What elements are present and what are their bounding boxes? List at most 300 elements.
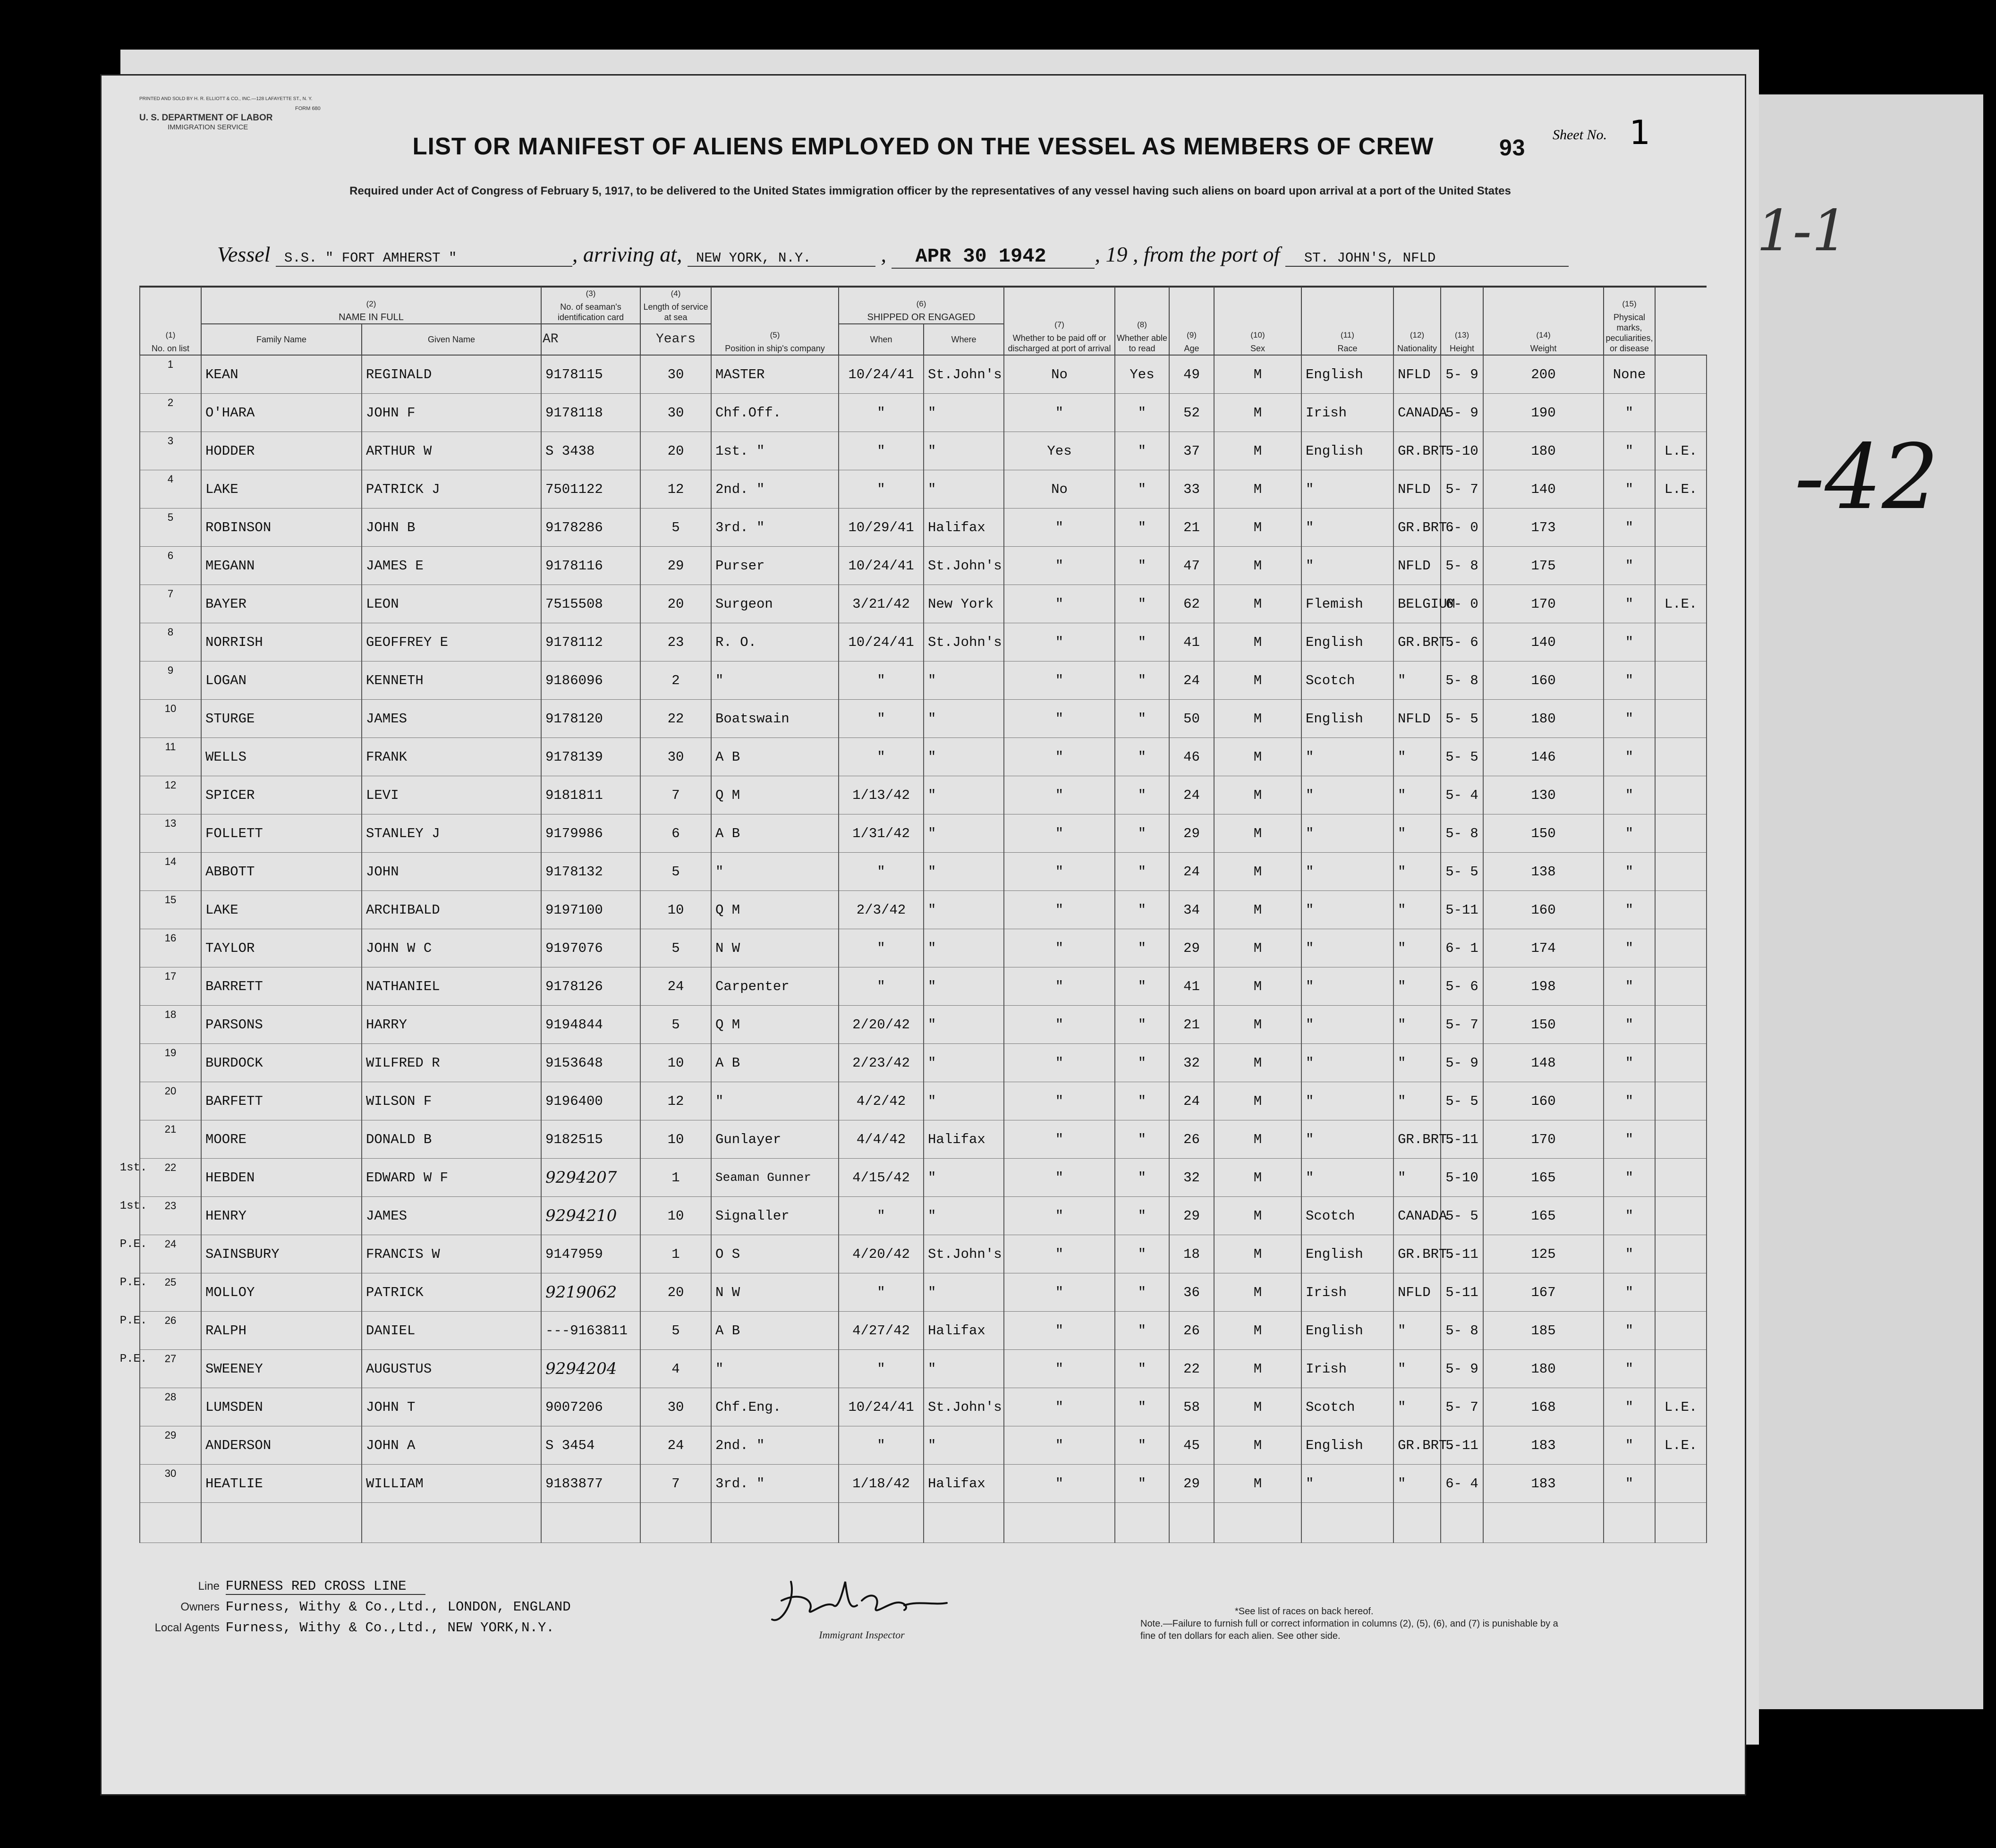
able-to-read: " <box>1115 509 1169 547</box>
row-number: 2 <box>167 397 174 408</box>
age: 29 <box>1169 814 1214 853</box>
paid-off: " <box>1004 738 1115 776</box>
paid-off: " <box>1004 1082 1115 1120</box>
card-number: 9197076 <box>541 929 640 967</box>
height: 5-11 <box>1441 891 1483 929</box>
paid-off: No <box>1004 355 1115 394</box>
weight: 168 <box>1483 1388 1604 1426</box>
sex: M <box>1214 738 1301 776</box>
age: 62 <box>1169 585 1214 623</box>
card-number: 9178112 <box>541 623 640 661</box>
row-number-cell <box>140 509 201 547</box>
table-row <box>140 1273 1707 1312</box>
given-name: JOHN <box>362 853 541 891</box>
position: Chf.Eng. <box>711 1388 839 1426</box>
age: 52 <box>1169 394 1214 432</box>
age: 21 <box>1169 1006 1214 1044</box>
card-number: 9147959 <box>541 1235 640 1273</box>
row-number-cell <box>140 355 201 394</box>
card-number: 9183877 <box>541 1465 640 1503</box>
row-number: 11 <box>165 741 176 753</box>
table-row <box>140 1312 1707 1350</box>
table-row <box>140 1235 1707 1273</box>
blank-cell <box>1655 1503 1707 1543</box>
extra-note <box>1655 1006 1707 1044</box>
weight: 170 <box>1483 1120 1604 1159</box>
age: 18 <box>1169 1235 1214 1273</box>
row-number: 30 <box>164 1467 177 1479</box>
given-name: REGINALD <box>362 355 541 394</box>
age: 46 <box>1169 738 1214 776</box>
card-number: 9181811 <box>541 776 640 814</box>
service-years: 10 <box>640 891 711 929</box>
footer-block <box>139 1576 571 1638</box>
service-years: 22 <box>640 700 711 738</box>
sex: M <box>1214 1465 1301 1503</box>
sex: M <box>1214 432 1301 470</box>
family-name: BURDOCK <box>201 1044 362 1082</box>
given-name: AUGUSTUS <box>362 1350 541 1388</box>
weight: 165 <box>1483 1197 1604 1235</box>
weight: 183 <box>1483 1465 1604 1503</box>
row-number-cell <box>140 585 201 623</box>
position: Seaman Gunner <box>711 1159 839 1197</box>
extra-note <box>1655 1197 1707 1235</box>
weight: 160 <box>1483 1082 1604 1120</box>
shipped-when: 4/27/42 <box>839 1312 924 1350</box>
paid-off: " <box>1004 1465 1115 1503</box>
row-number-cell <box>140 1044 201 1082</box>
table-row <box>140 891 1707 929</box>
sex: M <box>1214 814 1301 853</box>
sex: M <box>1214 1235 1301 1273</box>
able-to-read: " <box>1115 661 1169 700</box>
age: 24 <box>1169 776 1214 814</box>
position: 1st. " <box>711 432 839 470</box>
title-text: LIST OR MANIFEST OF ALIENS EMPLOYED ON THE VESSEL AS MEMBERS OF CREW <box>412 133 1434 160</box>
service-years: 1 <box>640 1159 711 1197</box>
nationality: " <box>1393 853 1441 891</box>
form-number: FORM 680 <box>295 106 321 111</box>
race: English <box>1301 623 1393 661</box>
family-name: FOLLETT <box>201 814 362 853</box>
shipped-where: New York <box>924 585 1004 623</box>
position: " <box>711 1082 839 1120</box>
row-number-cell <box>140 1120 201 1159</box>
family-name: MOORE <box>201 1120 362 1159</box>
service-years: 5 <box>640 509 711 547</box>
weight: 125 <box>1483 1235 1604 1273</box>
height: 5- 4 <box>1441 776 1483 814</box>
blank-cell <box>640 1503 711 1543</box>
line-row <box>139 1576 571 1597</box>
position: Gunlayer <box>711 1120 839 1159</box>
able-to-read: " <box>1115 547 1169 585</box>
blank-row <box>140 1503 1707 1543</box>
physical-marks: " <box>1604 1465 1655 1503</box>
card-number: 9219062 <box>541 1273 640 1312</box>
shipped-when: 4/15/42 <box>839 1159 924 1197</box>
extra-note: L.E. <box>1655 470 1707 509</box>
form-header-left <box>139 94 321 132</box>
shipped-when: 2/23/42 <box>839 1044 924 1082</box>
sex: M <box>1214 1273 1301 1312</box>
able-to-read: " <box>1115 1350 1169 1388</box>
shipped-where: " <box>924 1350 1004 1388</box>
height: 5- 6 <box>1441 623 1483 661</box>
service-years: 5 <box>640 1312 711 1350</box>
row-prefix: P.E. <box>119 1353 147 1365</box>
weight: 160 <box>1483 661 1604 700</box>
race: English <box>1301 1235 1393 1273</box>
table-row <box>140 661 1707 700</box>
row-number: 14 <box>164 856 177 867</box>
service-years: 20 <box>640 432 711 470</box>
given-name: JOHN B <box>362 509 541 547</box>
nationality: GR.BRT. <box>1393 1235 1441 1273</box>
sex: M <box>1214 1082 1301 1120</box>
col-service-header: (4) Length of service at sea <box>640 287 711 324</box>
family-name: MEGANN <box>201 547 362 585</box>
able-to-read: " <box>1115 1006 1169 1044</box>
extra-note: L.E. <box>1655 1426 1707 1465</box>
shipped-when: 3/21/42 <box>839 585 924 623</box>
race: Irish <box>1301 1273 1393 1312</box>
able-to-read: " <box>1115 432 1169 470</box>
nationality: NFLD <box>1393 470 1441 509</box>
able-to-read: " <box>1115 891 1169 929</box>
height: 5-10 <box>1441 1159 1483 1197</box>
row-number-cell <box>140 432 201 470</box>
extra-note <box>1655 1120 1707 1159</box>
given-name: WILLIAM <box>362 1465 541 1503</box>
row-number-cell <box>140 776 201 814</box>
row-number: 25 <box>164 1276 177 1288</box>
service-years: 24 <box>640 967 711 1006</box>
service-years: 6 <box>640 814 711 853</box>
position: 3rd. " <box>711 1465 839 1503</box>
shipped-where: " <box>924 1082 1004 1120</box>
from-port: ST. JOHN'S, NFLD <box>1285 250 1569 267</box>
age: 34 <box>1169 891 1214 929</box>
age: 24 <box>1169 661 1214 700</box>
card-number: 9196400 <box>541 1082 640 1120</box>
height: 5-11 <box>1441 1426 1483 1465</box>
physical-marks: " <box>1604 470 1655 509</box>
when-header: When <box>839 324 924 355</box>
separator: , <box>881 242 886 266</box>
sex: M <box>1214 547 1301 585</box>
paid-off: " <box>1004 1426 1115 1465</box>
position: MASTER <box>711 355 839 394</box>
blank-cell <box>541 1503 640 1543</box>
paid-off: " <box>1004 1197 1115 1235</box>
shipped-where: " <box>924 470 1004 509</box>
col-position-header: (5) Position in ship's company <box>711 287 839 355</box>
row-number: 27 <box>164 1353 177 1365</box>
sex: M <box>1214 585 1301 623</box>
physical-marks: " <box>1604 1388 1655 1426</box>
race: " <box>1301 929 1393 967</box>
race: " <box>1301 1082 1393 1120</box>
shipped-when: 10/24/41 <box>839 1388 924 1426</box>
row-number: 8 <box>167 626 174 638</box>
blank-cell <box>1169 1503 1214 1543</box>
service-years: 5 <box>640 929 711 967</box>
age: 29 <box>1169 929 1214 967</box>
inspector-label: Immigrant Inspector <box>819 1629 905 1641</box>
row-number: 16 <box>164 932 177 944</box>
paid-off: " <box>1004 700 1115 738</box>
col-race-header: (11) Race <box>1301 287 1393 355</box>
height: 5- 6 <box>1441 967 1483 1006</box>
row-number: 20 <box>164 1085 177 1097</box>
blank-cell <box>1115 1503 1169 1543</box>
crew-manifest-table <box>119 286 1707 1543</box>
vessel-label: Vessel <box>217 242 271 266</box>
height: 6- 1 <box>1441 929 1483 967</box>
height: 5- 9 <box>1441 355 1483 394</box>
row-number: 22 <box>164 1161 177 1173</box>
family-name: SWEENEY <box>201 1350 362 1388</box>
extra-note <box>1655 1312 1707 1350</box>
card-number: 9186096 <box>541 661 640 700</box>
family-name: BAYER <box>201 585 362 623</box>
nationality: " <box>1393 1388 1441 1426</box>
table-row <box>140 1006 1707 1044</box>
row-number: 4 <box>167 473 174 485</box>
sex: M <box>1214 394 1301 432</box>
extra-note <box>1655 1159 1707 1197</box>
shipped-where: " <box>924 814 1004 853</box>
weight: 167 <box>1483 1273 1604 1312</box>
service-years: 30 <box>640 1388 711 1426</box>
manifest-subtitle: Required under Act of Congress of February 5, 1917, to be delivered to the United States immigration officer by the representatives of any vessel having such aliens on board upon arrival at a port of the United States <box>349 185 1511 197</box>
col-paid-header: (7) Whether to be paid off or discharged at port of arrival <box>1004 287 1115 355</box>
height: 5- 9 <box>1441 1044 1483 1082</box>
sex: M <box>1214 853 1301 891</box>
extra-note <box>1655 355 1707 394</box>
physical-marks: " <box>1604 1120 1655 1159</box>
family-name: RALPH <box>201 1312 362 1350</box>
line-label: Line <box>198 1580 220 1593</box>
race: Scotch <box>1301 661 1393 700</box>
arrival-date-stamp: APR 30 1942 <box>915 245 1046 268</box>
manifest-title <box>102 132 1745 160</box>
col-sex-header: (10) Sex <box>1214 287 1301 355</box>
able-to-read: " <box>1115 814 1169 853</box>
physical-marks: " <box>1604 432 1655 470</box>
given-name: LEVI <box>362 776 541 814</box>
given-name: WILFRED R <box>362 1044 541 1082</box>
weight: 165 <box>1483 1159 1604 1197</box>
position: Boatswain <box>711 700 839 738</box>
blank-cell <box>1004 1503 1115 1543</box>
row-number: 26 <box>164 1314 177 1326</box>
family-name: TAYLOR <box>201 929 362 967</box>
service-years: 5 <box>640 853 711 891</box>
extra-note <box>1655 929 1707 967</box>
shipped-when: " <box>839 432 924 470</box>
row-number: 5 <box>167 511 174 523</box>
sex: M <box>1214 661 1301 700</box>
weight: 180 <box>1483 432 1604 470</box>
col-extra-header <box>1655 287 1707 355</box>
printer-line: PRINTED AND SOLD BY H. R. ELLIOTT & CO., INC.—128 LAFAYETTE ST., N. Y. <box>139 96 313 102</box>
able-to-read: " <box>1115 623 1169 661</box>
row-number-cell <box>140 738 201 776</box>
sex: M <box>1214 929 1301 967</box>
year-label: , 19 <box>1095 242 1128 266</box>
shipped-where: St.John's <box>924 547 1004 585</box>
given-name: WILSON F <box>362 1082 541 1120</box>
card-number: S 3438 <box>541 432 640 470</box>
extra-note <box>1655 661 1707 700</box>
given-name: ARCHIBALD <box>362 891 541 929</box>
shipped-where: " <box>924 1159 1004 1197</box>
position: Q M <box>711 776 839 814</box>
right-margin-number: -42 <box>1794 425 1939 529</box>
family-name: ROBINSON <box>201 509 362 547</box>
arriving-label: , arriving at, <box>572 242 682 266</box>
physical-marks: " <box>1604 1426 1655 1465</box>
able-to-read: " <box>1115 1426 1169 1465</box>
height: 5-11 <box>1441 1235 1483 1273</box>
footer-notes <box>1140 1605 1565 1642</box>
blank-cell <box>1604 1503 1655 1543</box>
right-margin-mark: 1-1 <box>1757 198 1848 264</box>
row-number: 7 <box>167 588 174 600</box>
paid-off: " <box>1004 1159 1115 1197</box>
physical-marks: " <box>1604 585 1655 623</box>
service-years: 2 <box>640 661 711 700</box>
given-name: JAMES E <box>362 547 541 585</box>
table-row <box>140 547 1707 585</box>
given-name: DANIEL <box>362 1312 541 1350</box>
given-name: JAMES <box>362 1197 541 1235</box>
paid-off: " <box>1004 929 1115 967</box>
agents-row <box>139 1618 571 1638</box>
card-number: 9194844 <box>541 1006 640 1044</box>
shipped-where: Halifax <box>924 1120 1004 1159</box>
shipped-when: " <box>839 1273 924 1312</box>
sex: M <box>1214 967 1301 1006</box>
shipped-when: 1/13/42 <box>839 776 924 814</box>
shipped-where: " <box>924 1197 1004 1235</box>
sex: M <box>1214 776 1301 814</box>
family-name: ANDERSON <box>201 1426 362 1465</box>
family-name: NORRISH <box>201 623 362 661</box>
table-row <box>140 853 1707 891</box>
extra-note: L.E. <box>1655 585 1707 623</box>
family-name: SPICER <box>201 776 362 814</box>
extra-note <box>1655 814 1707 853</box>
row-number: 23 <box>164 1200 177 1212</box>
paid-off: No <box>1004 470 1115 509</box>
height: 5- 7 <box>1441 470 1483 509</box>
able-to-read: " <box>1115 585 1169 623</box>
shipped-when: " <box>839 470 924 509</box>
col-shipped-header: (6) SHIPPED OR ENGAGED <box>839 287 1004 324</box>
row-prefix: P.E. <box>119 1314 147 1327</box>
table-row <box>140 1082 1707 1120</box>
age: 37 <box>1169 432 1214 470</box>
extra-note: L.E. <box>1655 432 1707 470</box>
family-name: O'HARA <box>201 394 362 432</box>
position: A B <box>711 1312 839 1350</box>
blank-cell <box>201 1503 362 1543</box>
service-years: 12 <box>640 1082 711 1120</box>
race: Irish <box>1301 1350 1393 1388</box>
weight: 148 <box>1483 1044 1604 1082</box>
able-to-read: " <box>1115 853 1169 891</box>
age: 32 <box>1169 1044 1214 1082</box>
physical-marks: " <box>1604 1350 1655 1388</box>
shipped-when: " <box>839 1350 924 1388</box>
nationality: " <box>1393 738 1441 776</box>
weight: 174 <box>1483 929 1604 967</box>
paid-off: " <box>1004 776 1115 814</box>
sex: M <box>1214 1159 1301 1197</box>
physical-marks: " <box>1604 1273 1655 1312</box>
nationality: NFLD <box>1393 1273 1441 1312</box>
shipped-where: " <box>924 929 1004 967</box>
physical-marks: " <box>1604 623 1655 661</box>
blank-cell <box>839 1503 924 1543</box>
weight: 146 <box>1483 738 1604 776</box>
manifest-sheet <box>102 76 1745 1794</box>
weight: 160 <box>1483 891 1604 929</box>
shipped-where: Halifax <box>924 509 1004 547</box>
sex: M <box>1214 1312 1301 1350</box>
service-years: 5 <box>640 1006 711 1044</box>
physical-marks: " <box>1604 814 1655 853</box>
shipped-where: St.John's <box>924 623 1004 661</box>
table-row <box>140 470 1707 509</box>
physical-marks: " <box>1604 929 1655 967</box>
row-number: 12 <box>164 779 177 791</box>
physical-marks: " <box>1604 661 1655 700</box>
able-to-read: " <box>1115 1465 1169 1503</box>
line-value: FURNESS RED CROSS LINE <box>226 1578 425 1595</box>
given-name: JOHN T <box>362 1388 541 1426</box>
row-number-cell <box>140 547 201 585</box>
sex: M <box>1214 1426 1301 1465</box>
row-number-cell <box>140 1006 201 1044</box>
race: " <box>1301 1006 1393 1044</box>
able-to-read: " <box>1115 1044 1169 1082</box>
shipped-where: St.John's <box>924 355 1004 394</box>
service-years: 12 <box>640 470 711 509</box>
row-number-cell <box>140 1388 201 1426</box>
owners-row <box>139 1597 571 1618</box>
nationality: GR.BRT. <box>1393 623 1441 661</box>
row-prefix: 1st. <box>119 1200 147 1212</box>
crew-rows <box>119 355 1707 1543</box>
paid-off: " <box>1004 891 1115 929</box>
card-number: 9182515 <box>541 1120 640 1159</box>
card-number: 9178139 <box>541 738 640 776</box>
blank-cell <box>1393 1503 1441 1543</box>
extra-note <box>1655 509 1707 547</box>
row-number: 28 <box>164 1391 177 1403</box>
service-years: 10 <box>640 1120 711 1159</box>
table-row <box>140 1388 1707 1426</box>
nationality: " <box>1393 1044 1441 1082</box>
race: English <box>1301 432 1393 470</box>
height: 5-10 <box>1441 432 1483 470</box>
sex: M <box>1214 1350 1301 1388</box>
